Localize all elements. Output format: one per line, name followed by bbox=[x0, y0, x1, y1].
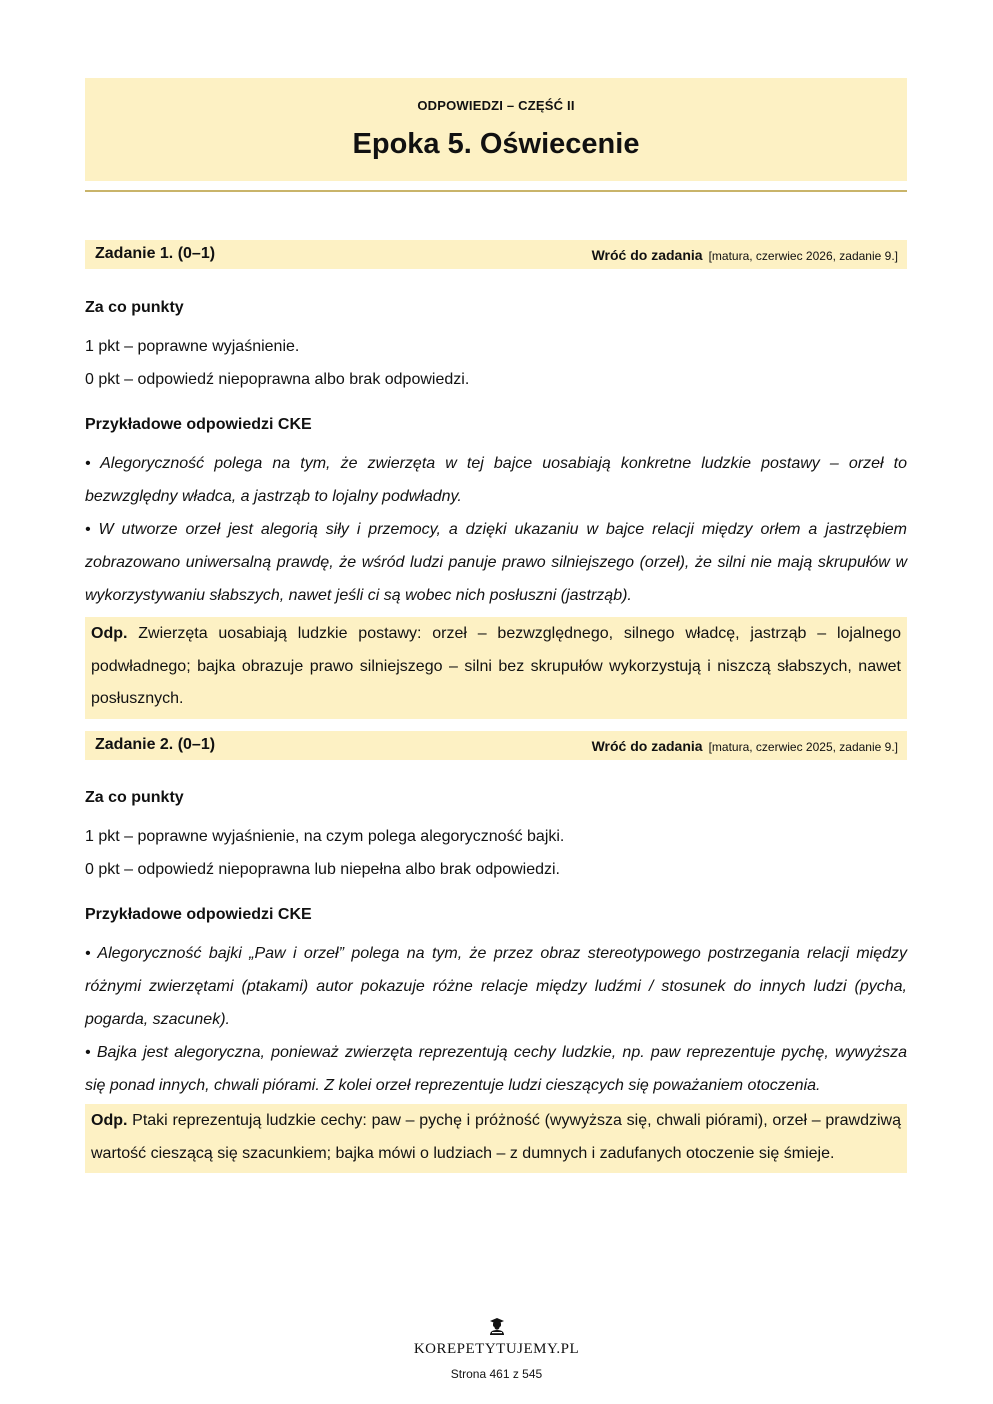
task-2-title: Zadanie 2. (0–1) bbox=[95, 736, 216, 753]
task-1-title: Zadanie 1. (0–1) bbox=[95, 245, 216, 262]
page-number: Strona 461 z 545 bbox=[450, 1367, 543, 1381]
task-2-point-0: 0 pkt – odpowiedź niepoprawna lub niepełna albo brak odpowiedzi. bbox=[85, 861, 560, 878]
task-2-source: [matura, czerwiec 2025, zadanie 9.] bbox=[708, 740, 898, 754]
header-divider bbox=[85, 190, 907, 192]
header-subtitle: ODPOWIEDZI – CZĘŚĆ II bbox=[417, 98, 575, 113]
graduate-icon bbox=[489, 1318, 505, 1336]
task-1-examples-heading: Przykładowe odpowiedzi CKE bbox=[85, 416, 312, 433]
task-1-header bbox=[85, 240, 907, 269]
task-2-example-2: • Bajka jest alegoryczna, ponieważ zwierzęta reprezentują cechy ludzkie, np. paw reprezentuje pychę, wywyższa się ponad innych, chwali piórami. Z kolei orzeł reprezentuje ludzi cieszących się poważaniem otoczenia. bbox=[85, 1044, 907, 1094]
task-1-back-link[interactable]: Wróć do zadania bbox=[591, 247, 703, 263]
footer-brand[interactable]: KOREPETYTUJEMY.PL bbox=[413, 1341, 580, 1357]
task-1-points-heading: Za co punkty bbox=[85, 299, 184, 316]
task-1-example-2: • W utworze orzeł jest alegorią siły i przemocy, a dzięki ukazaniu w bajce relacji między orłem a jastrzębiem zobrazowano uniwersalną prawdę, że wśród ludzi panuje prawo silniejszego (orzeł), że silni nie mają skrupułów w wykorzystywaniu słabszych, nawet jeśli ci są wobec nich posłuszni (jastrząb). bbox=[85, 521, 907, 604]
task-1-source: [matura, czerwiec 2026, zadanie 9.] bbox=[708, 249, 898, 263]
page-title: Epoka 5. Oświecenie bbox=[352, 128, 640, 160]
task-2-point-1: 1 pkt – poprawne wyjaśnienie, na czym polega alegoryczność bajki. bbox=[85, 828, 565, 845]
task-1-answer-label: Odp. bbox=[91, 625, 128, 642]
footer-logo bbox=[0, 1318, 993, 1341]
task-2-answer-label: Odp. bbox=[91, 1112, 128, 1129]
task-2-examples-heading: Przykładowe odpowiedzi CKE bbox=[85, 906, 312, 923]
task-1-point-0: 0 pkt – odpowiedź niepoprawna albo brak odpowiedzi. bbox=[85, 371, 470, 388]
page-header bbox=[85, 78, 907, 181]
task-1-answer-box bbox=[85, 617, 907, 719]
task-1-example-1: • Alegoryczność polega na tym, że zwierzęta w tej bajce uosabiają konkretne ludzkie postawy – orzeł to bezwzględny władca, a jastrząb to lojalny podwładny. bbox=[85, 455, 907, 505]
task-2-header bbox=[85, 731, 907, 760]
task-2-back-link[interactable]: Wróć do zadania bbox=[591, 738, 703, 754]
task-1-answer-text: Zwierzęta uosabiają ludzkie postawy: orzeł – bezwzględnego, silnego władcę, jastrząb – lojalnego podwładnego; bajka obrazuje prawo silniejszego – silni bez skrupułów wykorzystują i niszczą słabszych, nawet posłusznych. bbox=[91, 625, 902, 707]
task-2-example-1: • Alegoryczność bajki „Paw i orzeł” polega na tym, że przez obraz stereotypowego postrzegania relacji między różnymi zwierzętami (ptakami) autor pokazuje różne relacje między ludźmi / stosunek do innych ludzi (pycha, pogarda, szacunek). bbox=[85, 945, 907, 1028]
task-2-answer-box bbox=[85, 1104, 907, 1173]
task-2-answer-text: Ptaki reprezentują ludzkie cechy: paw – pychę i próżność (wywyższa się, chwali piórami), orzeł – prawdziwą wartość cieszącą się szacunkiem; bajka mówi o ludziach – z dumnych i zadufanych otoczenie się śmieje. bbox=[91, 1112, 901, 1162]
task-1-point-1: 1 pkt – poprawne wyjaśnienie. bbox=[85, 338, 300, 355]
task-2-points-heading: Za co punkty bbox=[85, 789, 184, 806]
